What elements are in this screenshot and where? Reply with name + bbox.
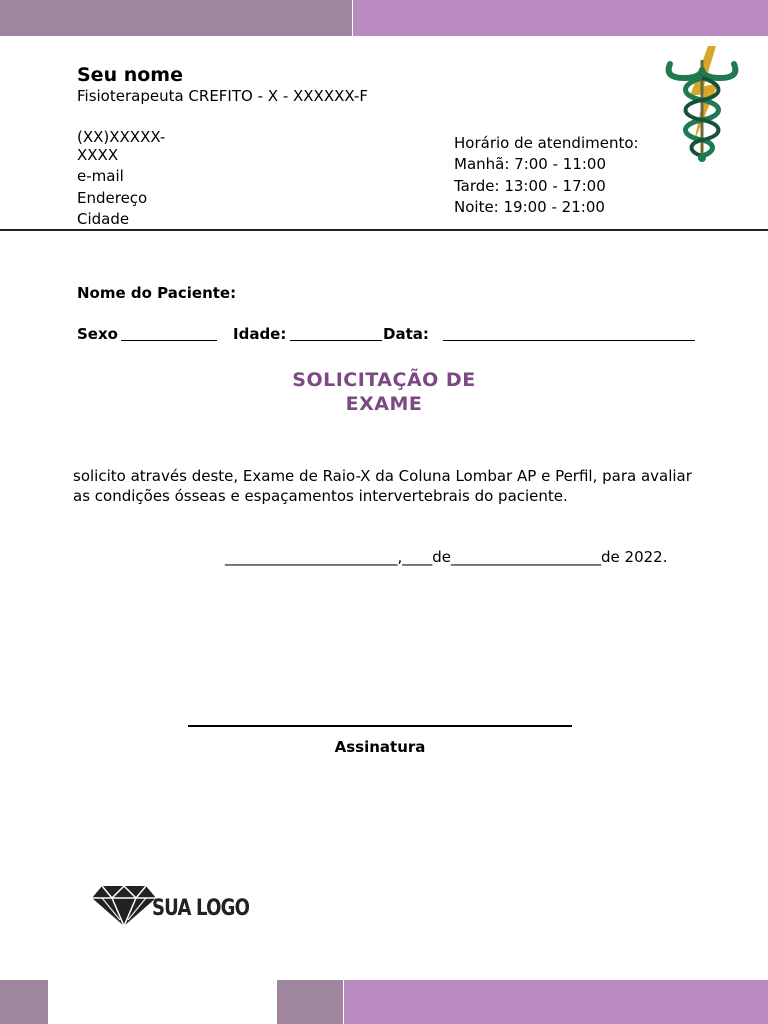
top-band-light bbox=[353, 0, 768, 36]
bottom-band-dark-left bbox=[0, 980, 48, 1024]
date-field-line[interactable] bbox=[443, 340, 695, 341]
age-label: Idade: bbox=[233, 325, 287, 343]
signature-line bbox=[188, 725, 572, 727]
place-date-line: _______________________,____de____________________de 2022. bbox=[225, 548, 668, 566]
bottom-band-dark-mid bbox=[277, 980, 343, 1024]
document-title-line-2: EXAME bbox=[345, 393, 423, 415]
document-title bbox=[234, 368, 534, 416]
bottom-band-light bbox=[344, 980, 768, 1024]
signature-label: Assinatura bbox=[334, 738, 426, 756]
physiotherapy-emblem-icon bbox=[660, 44, 744, 164]
diamond-icon bbox=[90, 884, 158, 928]
age-field-line[interactable] bbox=[290, 340, 382, 341]
request-text: solicito através deste, Exame de Raio-X da Coluna Lombar AP e Perfil, para avaliar as condições ósseas e espaçamentos intervertebrais do paciente. bbox=[73, 467, 692, 505]
sex-label: Sexo bbox=[77, 325, 118, 343]
hours-night: Noite: 19:00 - 21:00 bbox=[454, 198, 605, 216]
sex-field-line[interactable] bbox=[121, 340, 217, 341]
hours-morning: Manhã: 7:00 - 11:00 bbox=[454, 155, 607, 173]
profession: Fisioterapeuta CREFITO - X - XXXXXX-F bbox=[77, 87, 368, 105]
phone-line-2: XXXX bbox=[77, 146, 119, 164]
phone-line-1: (XX)XXXXX- bbox=[77, 128, 166, 146]
document-title-line-1: SOLICITAÇÃO DE bbox=[292, 369, 476, 391]
header-divider bbox=[0, 229, 768, 231]
city: Cidade bbox=[77, 210, 130, 228]
address: Endereço bbox=[77, 189, 148, 207]
hours-afternoon: Tarde: 13:00 - 17:00 bbox=[454, 177, 606, 195]
professional-name: Seu nome bbox=[77, 64, 183, 86]
patient-name-label: Nome do Paciente: bbox=[77, 284, 237, 302]
date-label: Data: bbox=[383, 325, 429, 343]
company-logo bbox=[90, 884, 250, 928]
hours-title: Horário de atendimento: bbox=[454, 134, 639, 152]
top-band-dark bbox=[0, 0, 352, 36]
email: e-mail bbox=[77, 167, 124, 185]
logo-text: SUA LOGO bbox=[152, 896, 250, 921]
